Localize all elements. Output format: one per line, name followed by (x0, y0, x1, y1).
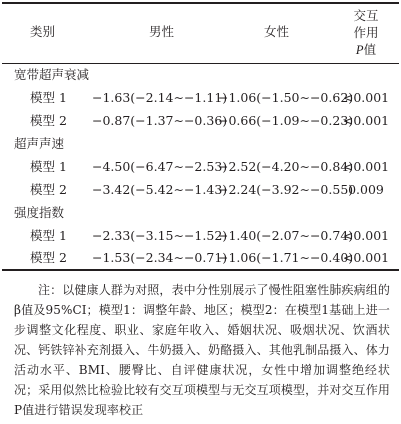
female-value: −1.06(−1.50∼−0.62) (218, 90, 354, 105)
table-top-rule (2, 2, 399, 4)
header-category: 类别 (30, 24, 56, 39)
header-interaction-line1: 交互 (353, 8, 379, 23)
interaction-p-value: <0.001 (342, 90, 390, 105)
group-title: 强度指数 (14, 205, 65, 220)
model-label: 模型 1 (30, 159, 67, 174)
model-label: 模型 1 (30, 228, 67, 243)
header-interaction-p-symbol: P (355, 43, 364, 57)
male-value: −0.87(−1.37∼−0.36) (92, 113, 228, 128)
male-value: −1.63(−2.14∼−1.11) (92, 90, 228, 105)
header-male: 男性 (149, 24, 175, 39)
model-label: 模型 2 (30, 113, 67, 128)
header-interaction-line2: 作用 (353, 25, 379, 40)
male-value: −1.53(−2.34∼−0.71) (92, 250, 228, 265)
group-title: 宽带超声衰减 (14, 67, 90, 82)
interaction-p-value: <0.001 (342, 113, 390, 128)
male-value: −3.42(−5.42∼−1.43) (92, 182, 228, 197)
female-value: −2.52(−4.20∼−0.84) (218, 159, 354, 174)
male-value: −2.33(−3.15∼−1.52) (92, 228, 228, 243)
female-value: −2.24(−3.92∼−0.55) (218, 182, 354, 197)
table-bottom-rule (2, 269, 399, 271)
header-interaction-line3 (340, 41, 392, 59)
header-interaction-p (340, 7, 392, 59)
female-value: −1.40(−2.07∼−0.74) (218, 228, 354, 243)
model-label: 模型 1 (30, 90, 67, 105)
female-value: −1.06(−1.71∼−0.40) (218, 250, 354, 265)
header-female: 女性 (264, 24, 290, 39)
interaction-p-value: 0.009 (348, 182, 384, 197)
interaction-p-value: <0.001 (342, 159, 390, 174)
interaction-p-value: <0.001 (342, 228, 390, 243)
female-value: −0.66(−1.09∼−0.23) (218, 113, 354, 128)
group-title: 超声声速 (14, 136, 65, 151)
model-label: 模型 2 (30, 182, 67, 197)
male-value: −4.50(−6.47∼−2.53) (92, 159, 228, 174)
interaction-p-value: <0.001 (342, 250, 390, 265)
table-footnote: 注：以健康人群为对照，表中分性别展示了慢性阻塞性肺疾病组的β值及95%CI；模型1：调整年龄、地区；模型2：在模型1基础上进一步调整文化程度、职业、家庭年收入、婚姻状况、吸烟状况、饮酒状况、钙铁锌补充剂摄入、牛奶摄入、奶酪摄入、其他乳制品摄入、体力活动水平、BMI、腰臀比、自评健康状况，女性中增加调整绝经状况；采用似然比检验比较有交互项模型与无交互项模型，并对交互作用P值进行错误发现率校正 (14, 283, 390, 417)
model-label: 模型 2 (30, 250, 67, 265)
header-interaction-value-word: 值 (363, 42, 377, 57)
table-header-rule (2, 63, 399, 64)
